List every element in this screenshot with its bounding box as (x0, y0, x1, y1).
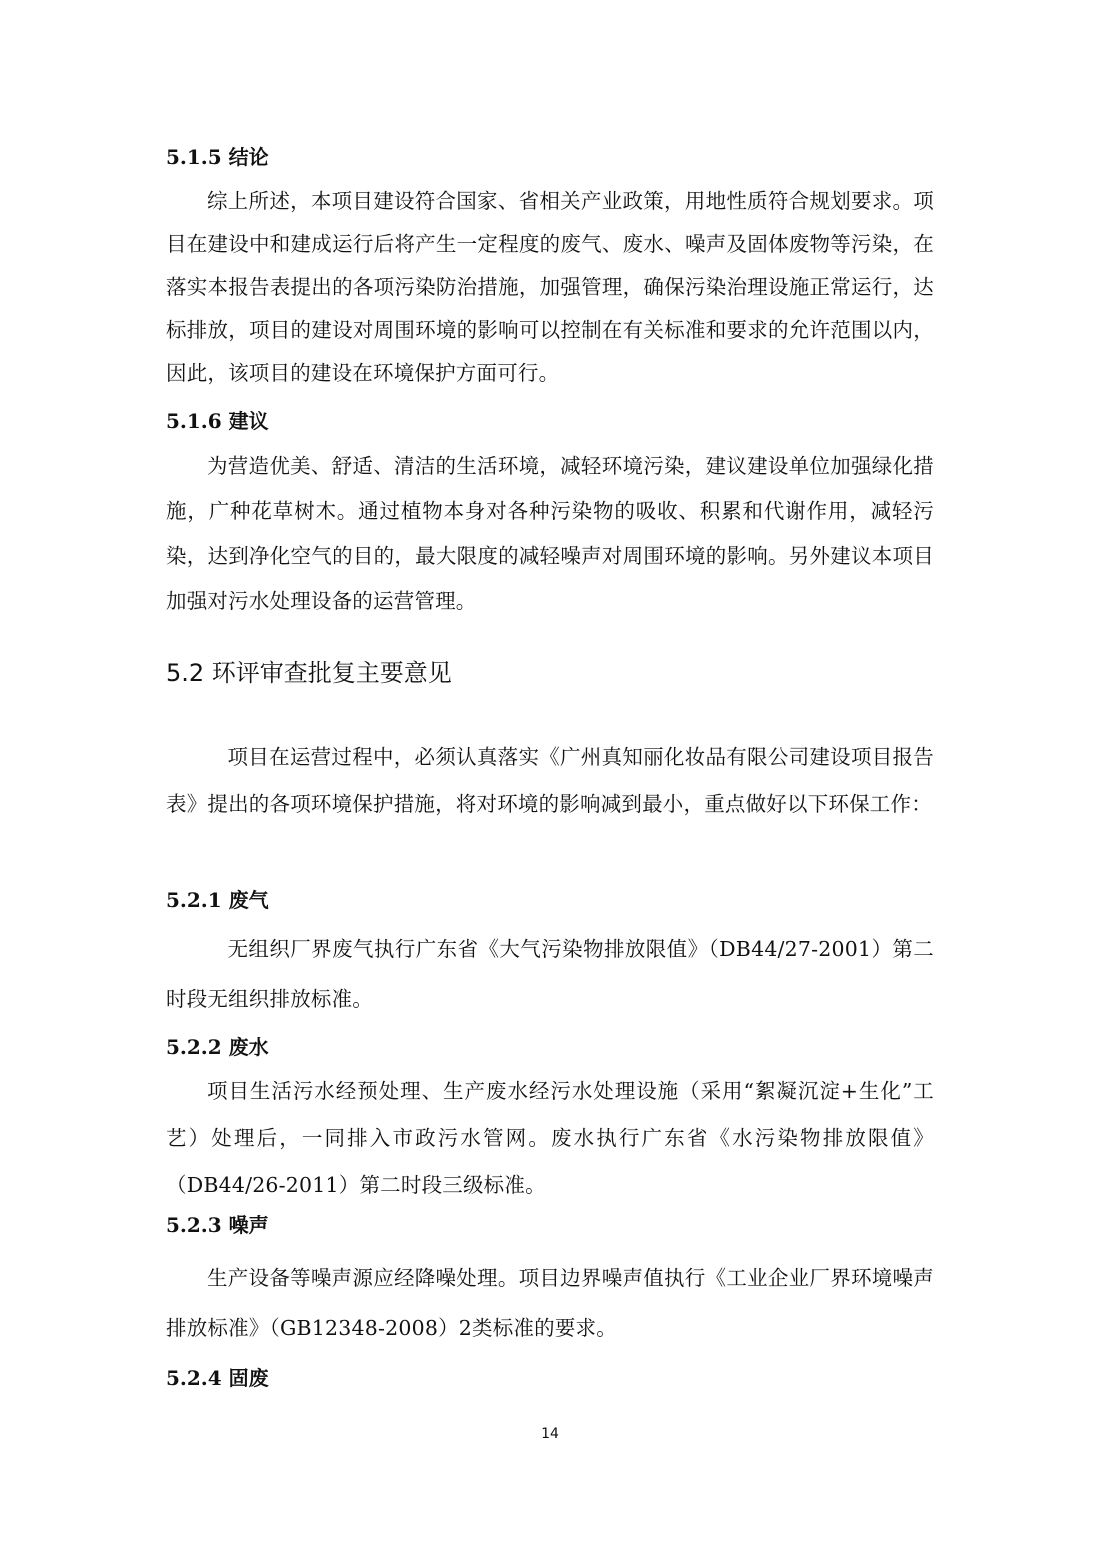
paragraph-approval-opinion: 项目在运营过程中，必须认真落实《广州真知丽化妆品有限公司建设项目报告表》提出的各项环境保护措施，将对环境的影响减到最小，重点做好以下环保工作： (166, 745, 934, 816)
paragraph-waste-water: 项目生活污水经预处理、生产废水经污水处理设施（采用“絮凝沉淀+生化”工艺）处理后，一同排入市政污水管网。废水执行广东省《水污染物排放限值》（DB44/26-2011）第二时段三级标准。 (166, 1079, 934, 1197)
paragraph-noise: 生产设备等噪声源应经降噪处理。项目边界噪声值执行《工业企业厂界环境噪声排放标准》（GB12348-2008）2类标准的要求。 (166, 1266, 934, 1340)
paragraph-waste-gas: 无组织厂界废气执行广东省《大气污染物排放限值》（DB44/27-2001）第二时段无组织排放标准。 (166, 937, 934, 1011)
section-heading-5-2-1: 5.2.1 废气 (166, 888, 269, 912)
paragraph-suggestion: 为营造优美、舒适、清洁的生活环境，减轻环境污染，建议建设单位加强绿化措施，广种花草树木。通过植物本身对各种污染物的吸收、积累和代谢作用，减轻污染，达到净化空气的目的，最大限度的减轻噪声对周围环境的影响。另外建议本项目加强对污水处理设备的运营管理。 (166, 454, 934, 613)
section-heading-5-2-2: 5.2.2 废水 (166, 1035, 269, 1059)
section-heading-5-2: 5.2 环评审查批复主要意见 (166, 659, 452, 687)
section-heading-5-2-4: 5.2.4 固废 (166, 1366, 269, 1390)
section-heading-5-1-5: 5.1.5 结论 (166, 145, 269, 169)
paragraph-conclusion: 综上所述，本项目建设符合国家、省相关产业政策，用地性质符合规划要求。项目在建设中和建成运行后将产生一定程度的废气、废水、噪声及固体废物等污染，在落实本报告表提出的各项污染防治措施，加强管理，确保污染治理设施正常运行，达标排放，项目的建设对周围环境的影响可以控制在有关标准和要求的允许范围以内，因此，该项目的建设在环境保护方面可行。 (166, 189, 934, 385)
section-heading-5-2-3: 5.2.3 噪声 (166, 1213, 269, 1237)
page-number: 14 (541, 1426, 559, 1442)
section-heading-5-1-6: 5.1.6 建议 (166, 409, 269, 433)
